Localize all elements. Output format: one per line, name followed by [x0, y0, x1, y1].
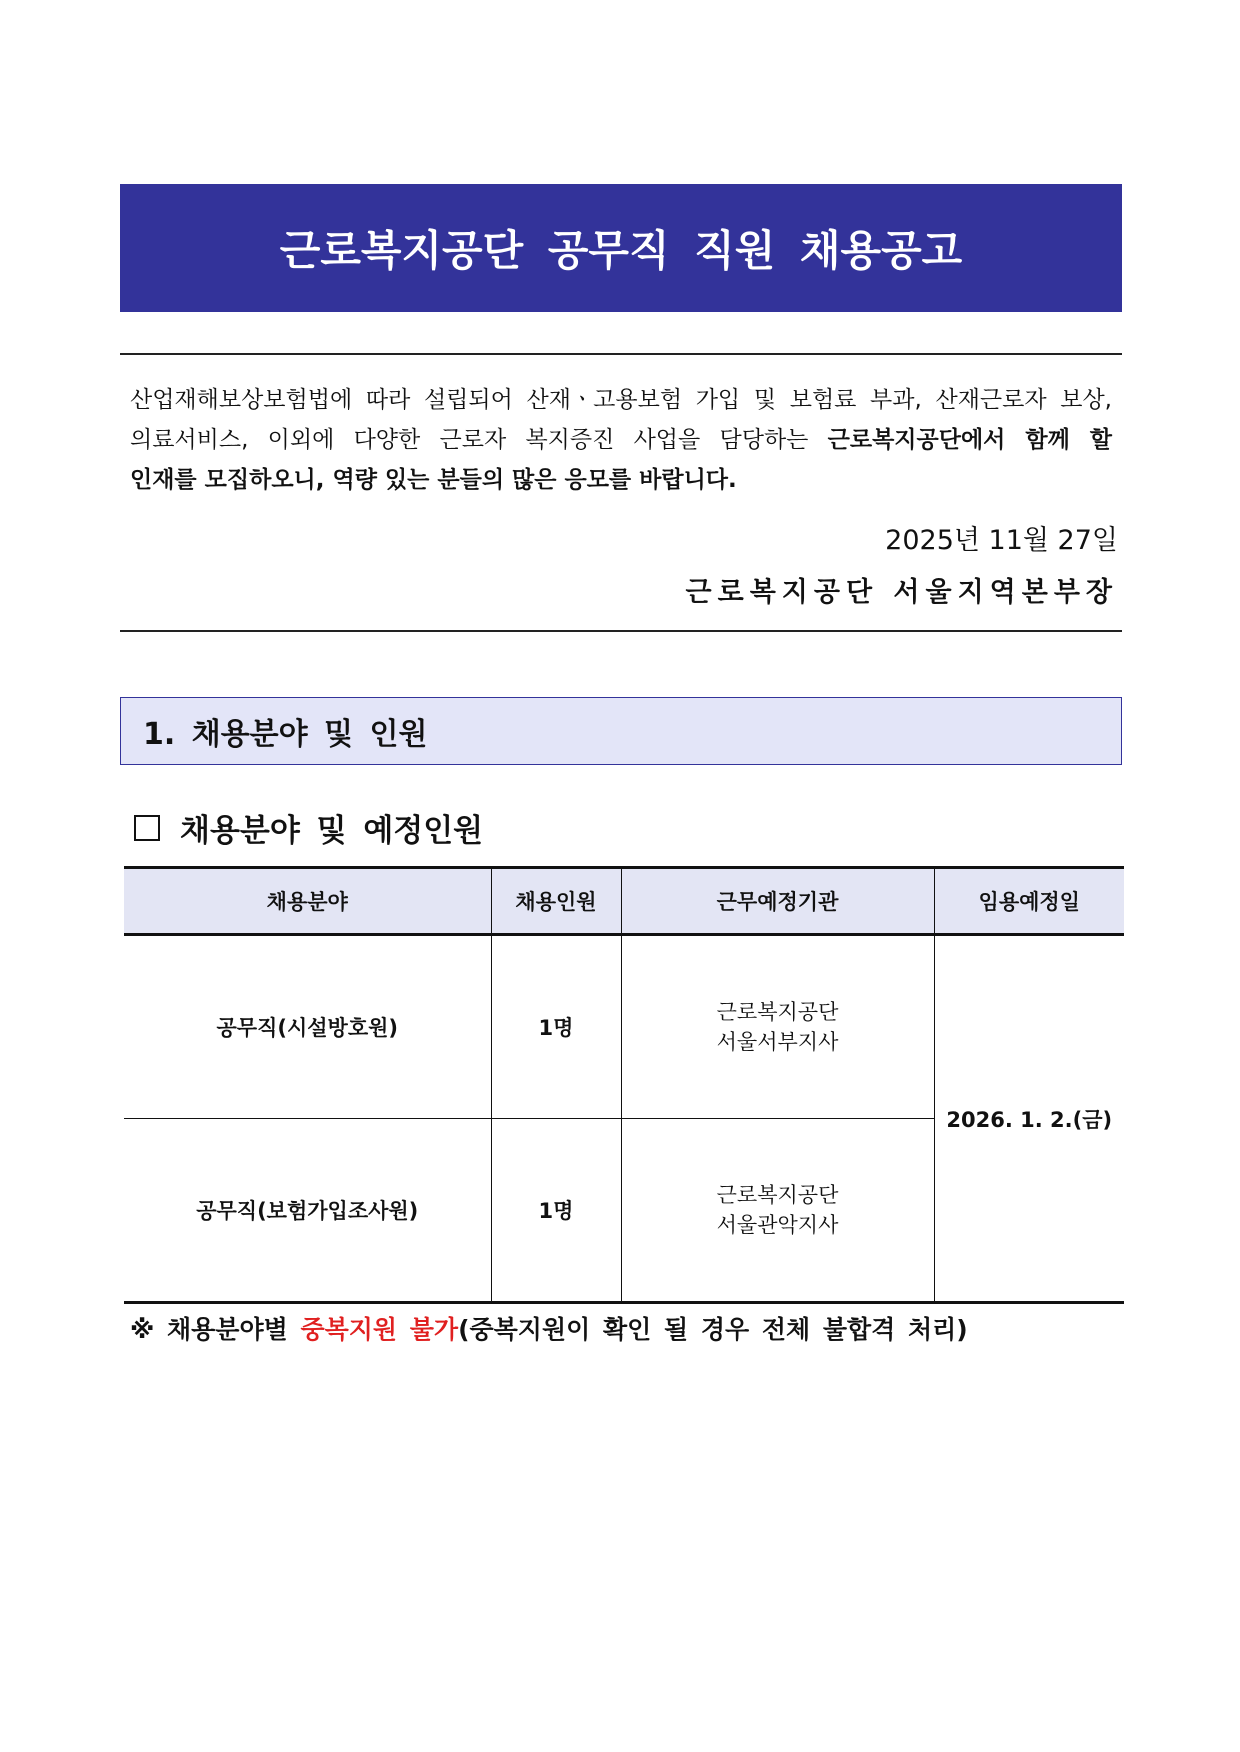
note-highlight: 중복지원 불가 [300, 1315, 459, 1344]
cell-count: 1명 [491, 1119, 621, 1303]
table-header-row [124, 868, 1124, 935]
intro-line-3: 인재를 모집하오니, 역량 있는 분들의 많은 응모를 바랍니다. [130, 467, 737, 493]
cell-count: 1명 [491, 935, 621, 1119]
subsection-heading-text: 채용분야 및 예정인원 [180, 813, 484, 849]
subsection-heading [134, 805, 483, 850]
cell-field: 공무직(보험가입조사원) [124, 1119, 491, 1303]
header-start-date: 임용예정일 [934, 868, 1124, 935]
header-org: 근무예정기관 [621, 868, 934, 935]
page-title: 근로복지공단 공무직 직원 채용공고 [120, 184, 1122, 312]
section-heading-text: 1. 채용분야 및 인원 [143, 717, 428, 752]
cell-field: 공무직(시설방호원) [124, 935, 491, 1119]
section-heading [120, 697, 1122, 765]
divider-bottom [120, 630, 1122, 632]
announcement-date: 2025년 11월 27일 [885, 525, 1118, 556]
cell-org: 근로복지공단 서울관악지사 [621, 1119, 934, 1303]
cell-org: 근로복지공단 서울서부지사 [621, 935, 934, 1119]
intro-line-1: 산업재해보상보험법에 따라 설립되어 산재ㆍ고용보험 가입 및 보험료 부과, 산재근로자 보상, [130, 387, 1112, 413]
intro-paragraph [130, 380, 1112, 500]
divider-top [120, 353, 1122, 355]
duplicate-application-note: ※ 채용분야별 중복지원 불가(중복지원이 확인 될 경우 전체 불합격 처리) [130, 1315, 968, 1344]
checkbox-square-icon [134, 815, 160, 841]
issuer-signature: 근로복지공단 서울지역본부장 [685, 577, 1118, 608]
header-count: 채용인원 [491, 868, 621, 935]
table-row [124, 935, 1124, 1119]
header-field: 채용분야 [124, 868, 491, 935]
intro-line-2: 의료서비스, 이외에 다양한 근로자 복지증진 사업을 담당하는 근로복지공단에서 함께 할 [130, 427, 1112, 453]
cell-start-date: 2026. 1. 2.(금) [934, 935, 1124, 1303]
recruitment-table [124, 866, 1124, 1304]
